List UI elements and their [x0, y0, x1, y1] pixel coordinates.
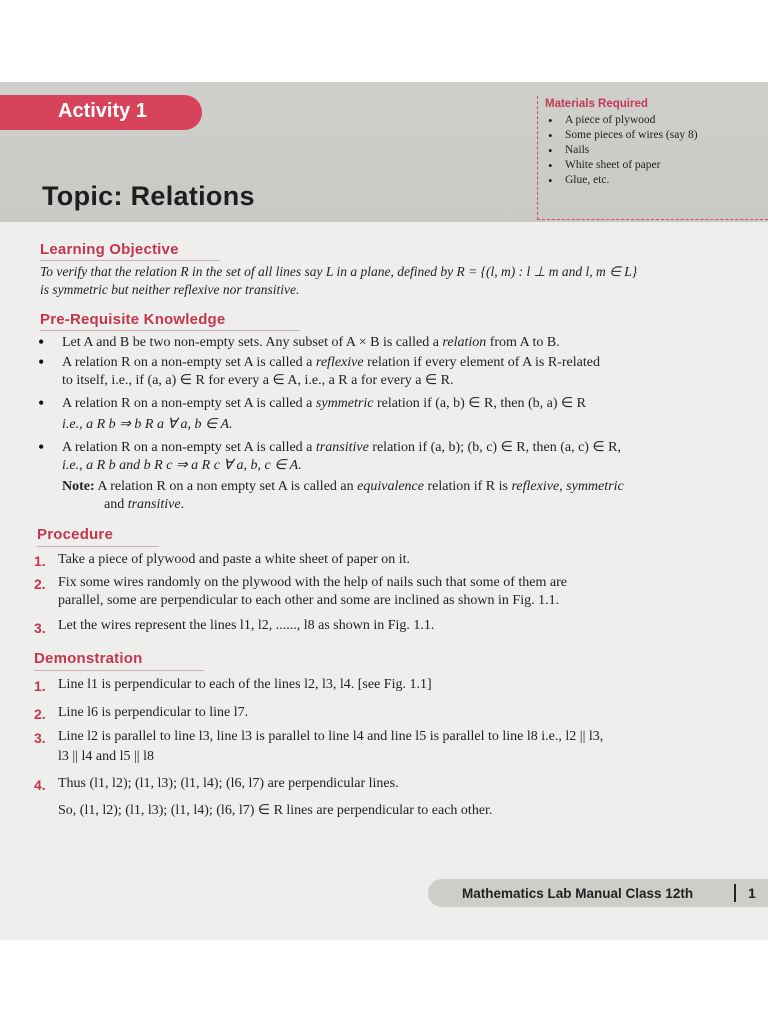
material-item: • Some pieces of wires (say 8): [548, 128, 698, 143]
procedure-step-3: Let the wires represent the lines l1, l2, ......, l8 as shown in Fig. 1.1.: [58, 618, 435, 633]
demonstration-step-4-cont: So, (l1, l2); (l1, l3); (l1, l4); (l6, l7) ∈ R lines are perpendicular to each other.: [58, 803, 493, 818]
page-number: 1: [748, 885, 756, 901]
footer-title: Mathematics Lab Manual Class 12th: [462, 886, 694, 901]
prerequisite-item-3-cont: i.e., a R b ⇒ b R a ∀ a, b ∈ A.: [62, 417, 233, 432]
step-number: 3.: [34, 620, 46, 636]
materials-box: [537, 96, 768, 220]
activity-title: Activity 1: [58, 100, 147, 122]
step-number: 3.: [34, 730, 46, 746]
step-number: 2.: [34, 576, 46, 592]
learning-objective-heading: Learning Objective: [40, 241, 179, 258]
materials-heading: Materials Required: [545, 98, 648, 110]
demonstration-step-3: Line l2 is parallel to line l3, line l3 is parallel to line l4 and line l5 is parallel to line l8 i.e., l2 || l3,: [58, 729, 604, 744]
demonstration-step-1: Line l1 is perpendicular to each of the lines l2, l3, l4. [see Fig. 1.1]: [58, 677, 432, 692]
procedure-heading: Procedure: [37, 526, 113, 543]
section-rule: [37, 546, 159, 547]
textbook-page: [0, 82, 768, 940]
step-number: 4.: [34, 777, 46, 793]
procedure-step-2-cont: parallel, some are perpendicular to each other and some are inclined as shown in Fig. 1.1.: [58, 593, 560, 608]
prerequisite-item-2-cont: to itself, i.e., if (a, a) ∈ R for every a ∈ A, i.e., a R a for every a ∈ R.: [62, 373, 454, 388]
bullet-icon: •: [38, 393, 45, 413]
step-number: 1.: [34, 678, 46, 694]
note-line-2: and transitive.: [104, 497, 185, 512]
demonstration-step-3-cont: l3 || l4 and l5 || l8: [58, 749, 154, 764]
step-number: 2.: [34, 706, 46, 722]
demonstration-step-2: Line l6 is perpendicular to line l7.: [58, 705, 249, 720]
demonstration-heading: Demonstration: [34, 650, 143, 667]
note-line-1: Note: A relation R on a non empty set A is called an equivalence relation if R is reflexive, symmetric: [62, 479, 624, 494]
prerequisite-item-3: A relation R on a non-empty set A is called a symmetric relation if (a, b) ∈ R, then (b, a) ∈ R: [62, 396, 587, 411]
bullet-icon: •: [38, 352, 45, 372]
prerequisite-item-1: Let A and B be two non-empty sets. Any subset of A × B is called a relation from A to B.: [62, 335, 560, 350]
procedure-step-1: Take a piece of plywood and paste a white sheet of paper on it.: [58, 552, 411, 567]
prerequisite-item-4: A relation R on a non-empty set A is called a transitive relation if (a, b); (b, c) ∈ R, then (a, c) ∈ R,: [62, 440, 621, 455]
material-item: • A piece of plywood: [548, 113, 698, 128]
material-item: • Nails: [548, 143, 698, 158]
topic-title: Topic: Relations: [42, 181, 255, 211]
materials-list: [548, 113, 698, 188]
section-rule: [40, 260, 220, 261]
step-number: 1.: [34, 553, 46, 569]
footer-divider: [734, 884, 736, 902]
bullet-icon: •: [38, 332, 45, 352]
demonstration-step-4: Thus (l1, l2); (l1, l3); (l1, l4); (l6, l7) are perpendicular lines.: [58, 776, 399, 791]
material-item: • Glue, etc.: [548, 173, 698, 188]
prerequisite-heading: Pre-Requisite Knowledge: [40, 311, 226, 328]
prerequisite-item-4-cont: i.e., a R b and b R c ⇒ a R c ∀ a, b, c ∈ A.: [62, 458, 302, 473]
section-rule: [40, 330, 300, 331]
bullet-icon: •: [38, 437, 45, 457]
objective-line-1: To verify that the relation R in the set of all lines say L in a plane, defined by R = {(l, m) : l ⊥ m and l, m ∈ L}: [40, 264, 638, 279]
procedure-step-2: Fix some wires randomly on the plywood with the help of nails such that some of them are: [58, 575, 567, 590]
section-rule: [34, 670, 204, 671]
prerequisite-item-2: A relation R on a non-empty set A is called a reflexive relation if every element of A is R-related: [62, 355, 600, 370]
material-item: • White sheet of paper: [548, 158, 698, 173]
objective-line-2: is symmetric but neither reflexive nor transitive.: [40, 282, 300, 297]
materials-divider: [537, 219, 768, 220]
